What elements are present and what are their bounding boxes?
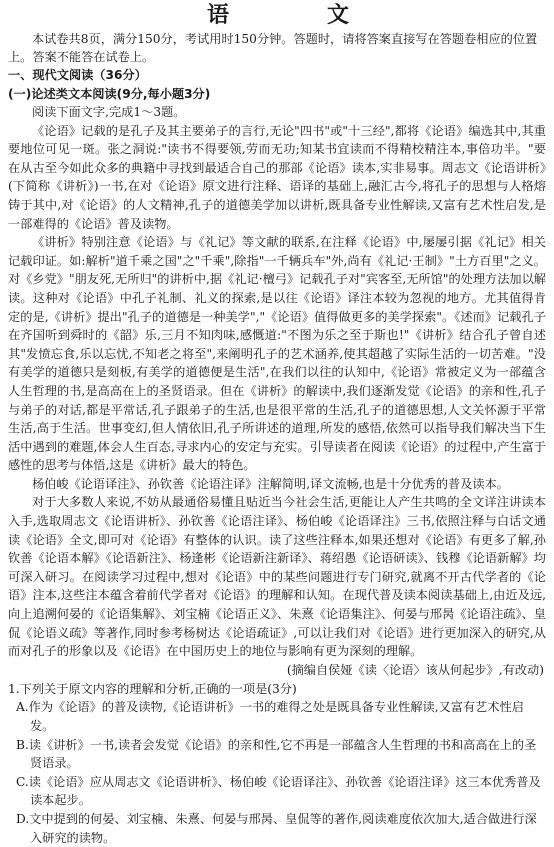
- page-title: 语 文: [206, 3, 387, 28]
- passage-paragraph-1: 《论语》记载的是孔子及其主要弟子的言行,无论"四书"或"十三经",都将《论语》编选其中,其重要地位可见一斑。张之洞说:"读书不得要领,劳而无功;知某书宜读而不得精校精注本,事倍功半。"要在从古至今如此众多的典籍中寻找到最适合自己的那部《论语》读本,实非易事。周志文《论语讲析》(下简称《讲析》)一书,在对《论语》原文进行注释、语译的基础上,融汇古今,将孔子的思想与人格熔铸于其中,对《论语》的人文精神,孔子的道德美学加以讲析,既具备专业性解读,又富有艺术性启发,是一部难得的《论语》普及读物。: [8, 123, 546, 231]
- passage-paragraph-3: 杨伯峻《论语译注》、孙钦善《论语注译》注解简明,译文流畅,也是十分优秀的普及读本。: [32, 476, 509, 491]
- question-stem: 1.下列关于原文内容的理解和分析,正确的一项是(3分): [8, 681, 297, 696]
- subsection-heading: (一)论述类文本阅读(9分,每小题3分): [8, 86, 211, 101]
- exam-instructions: 本试卷共8页，满分150分，考试用时150分钟。答题时，请将答案直接写在答题卷相应的位置上。答案不能答在试卷上。: [8, 32, 538, 64]
- passage-source: (摘编自侯娅《读〈论语〉该从何起步》,有改动): [286, 662, 544, 677]
- section-heading: 一、现代文阅读（36分）: [8, 68, 147, 82]
- option-b: B.读《讲析》一书,读者会发觉《论语》的亲和性,它不再是一部蕴含人生哲理的书和高高在上的圣贤语录。: [16, 737, 537, 771]
- passage-paragraph-4: 对于大多数人来说,不妨从最通俗易懂且贴近当今社会生活,更能让人产生共鸣的全文详注讲读本入手,选取周志文《论语讲析》、孙钦善《论语注译》、杨伯峻《论语译注》三书,依照注释与白话文通读《论语》全文,即可对《论语》有整体的认识。读了这些注释本,如果还想对《论语》有更多了解,孙钦善《论语本解》《论语新注》、杨逢彬《论语新注新译》、蒋绍愚《论语研读》、钱穆《论语新解》均可深入研习。在阅读学习过程中,想对《论语》中的某些问题进行专门研究,就离不开古代学者的《论语》注本,这些注本蕴含着前代学者对《论语》的理解和认知。在现代普及读本阅读基础上,由近及远,向上追溯何晏的《论语集解》、刘宝楠《论语正义》、朱熹《论语集注》、何晏与邢昺《论语注疏》、皇侃《论语义疏》等著作,同时参考杨树达《论语疏证》,可以让我们对《论语》进行更加深入的研究,从而对孔子的形象以及《论语》在中国历史上的地位与影响有更为深刻的理解。: [8, 495, 546, 659]
- option-a: A.作为《论语》的普及读物,《论语讲析》一书的难得之处是既具备专业性解读,又富有艺术性启发。: [16, 700, 524, 733]
- option-d: D.文中提到的何晏、刘宝楠、朱熹、何晏与邢昺、皇侃等的著作,阅读难度依次加大,适合做进行深入研究的读物。: [16, 811, 537, 845]
- reading-prompt: 阅读下面文字,完成1～3题。: [32, 105, 186, 119]
- option-c: C.读《论语》应从周志文《论语讲析》、杨伯峻《论语译注》、孙钦善《论语注译》这三本优秀普及读本起步。: [16, 774, 541, 808]
- passage-paragraph-2: 《讲析》特别注意《论语》与《礼记》等文献的联系,在注释《论语》中,屡屡引据《礼记》相关记载印证。如:解析"道千乘之国"之"千乘",除指"一千辆兵车"外,尚有《礼记·王制》"土方百里"之义。对《乡党》"朋友死,无所归"的讲析中,据《礼记·檀弓》记载孔子对"宾客至,无所馆"的处理方法加以解读。这种对《论语》中孔子礼制、礼义的探索,是以往《论语》译注本较为忽视的地方。尤其值得肯定的是,《讲析》提出"孔子的道德是一种美学","《论语》值得做更多的美学探索"。《述而》记载孔子在齐国听到舜时的《韶》乐,三月不知肉味,感慨道:"不图为乐之至于斯也!"《讲析》结合孔子曾自述其"发愤忘食,乐以忘忧,不知老之将至",来阐明孔子的艺术涵养,使其超越了实际生活的一切苦难。"没有美学的道德只是刻板,有美学的道德便是生活",在我们以往的认知中,《论语》常被定义为一部蕴含人生哲理的书,是高高在上的圣贤语录。但在《讲析》的解读中,我们逐渐发觉《论语》的亲和性,孔子与弟子的对话,都是平常话,孔子跟弟子的生活,也是很平常的生活,孔子的道德思想,人文关怀源于平常生活,高于生活。世事变幻,但人情依旧,孔子所讲述的道理,所发的感悟,依然可以指导我们解决当下生活中遇到的难题,体会人生百态,寻求内心的安定与充实。引导读者在阅读《论语》的过程中,产生富于感性的思考与体悟,这是《讲析》最大的特色。: [8, 235, 546, 473]
